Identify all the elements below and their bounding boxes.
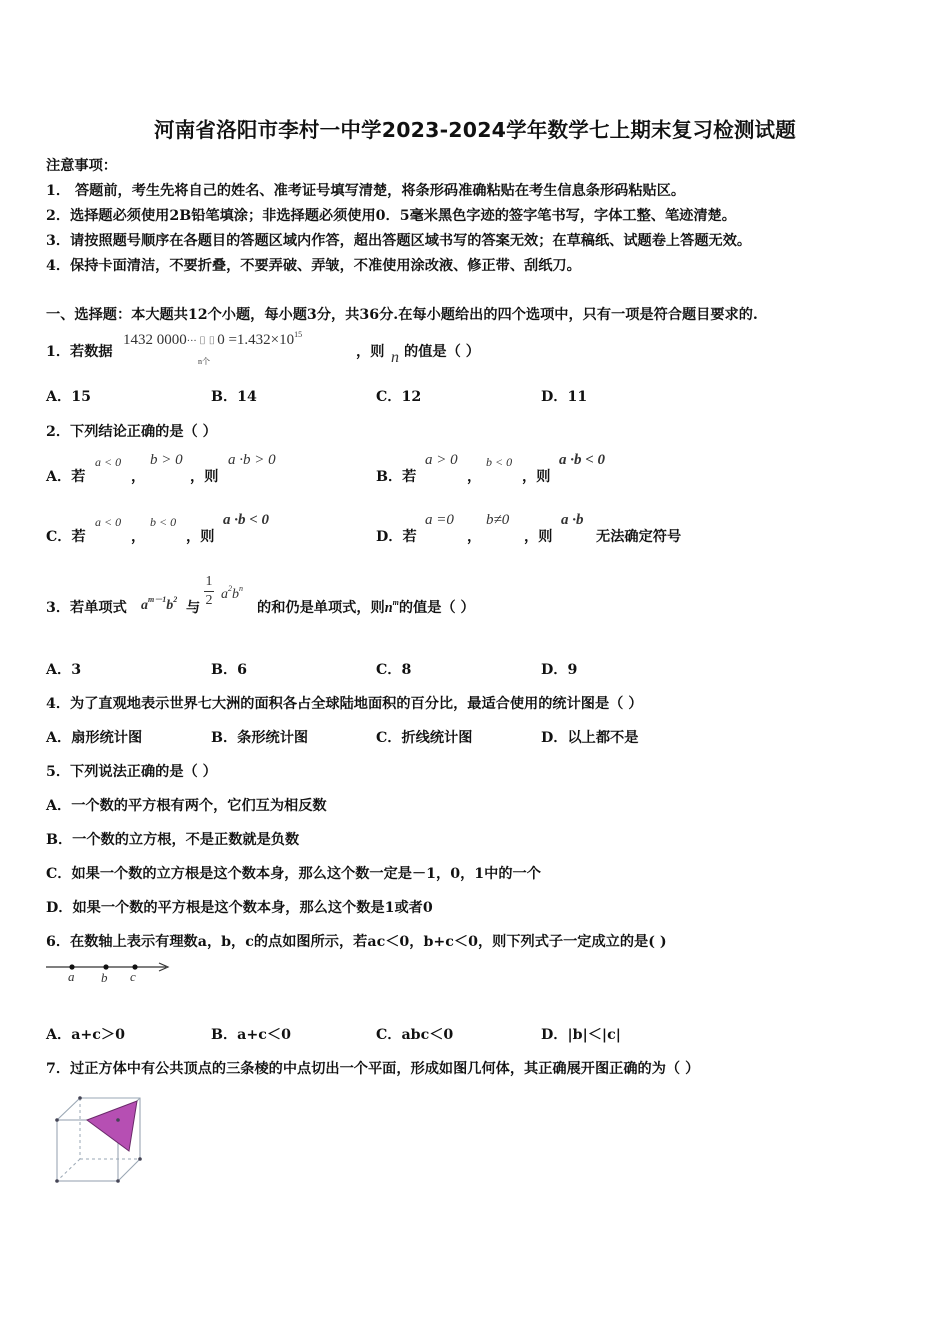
option-a: A．a+c＞0: [46, 1027, 125, 1043]
notice-item: 1． 答题前，考生先将自己的姓名、准考证号填写清楚，将条形码准确粘贴在考生信息条形码粘贴区。: [46, 183, 686, 199]
q3-nm-sup: m: [392, 598, 399, 607]
q2d-result: a ·b: [561, 512, 584, 528]
page-title: 河南省洛阳市李村一中学2023-2024学年数学七上期末复习检测试题: [154, 118, 796, 142]
number-line: [44, 958, 174, 984]
q5-stem: 5．下列说法正确的是（ ）: [46, 764, 217, 780]
q2d-cond1: a =0: [425, 512, 454, 528]
option-c: C．abc＜0: [376, 1027, 454, 1043]
q2c-cond1: a < 0: [95, 515, 122, 529]
q2b-cond2: b < 0: [486, 455, 513, 469]
q2d-tail: 无法确定符号: [596, 529, 682, 545]
option-a: A．扇形统计图: [46, 730, 143, 746]
option-b: B．条形统计图: [211, 730, 309, 746]
option-d: D．如果一个数的平方根是这个数本身，那么这个数是1或者0: [46, 900, 433, 916]
option-a: A．3: [46, 662, 82, 678]
q3-frac-num: 1: [205, 574, 213, 589]
q3-prefix: 3．若单项式: [46, 600, 127, 616]
q3-m2-sup: 2: [228, 584, 232, 593]
option-b: B．一个数的立方根，不是正数就是负数: [46, 832, 300, 848]
point-label-c: c: [130, 969, 136, 984]
option-d: D．|b|＜|c|: [541, 1027, 621, 1043]
notice-item: 2．选择题必须使用2B铅笔填涂；非选择题必须使用0．5毫米黑色字迹的签字笔书写，字体工整、笔迹清楚。: [46, 208, 736, 224]
q2d-cond2: b≠0: [486, 512, 510, 528]
q2b-result: a ·b < 0: [559, 452, 606, 468]
q1-suffix: 的值是（ ）: [404, 344, 480, 360]
cube-figure: [50, 1095, 150, 1187]
option-d: D．11: [541, 389, 588, 405]
option-c: C．8: [376, 662, 412, 678]
q2a-then: ，则: [190, 469, 219, 485]
q2a-label: A．若: [46, 469, 86, 485]
q2c-then: ，则: [186, 529, 215, 545]
q2d-then: ，则: [524, 529, 553, 545]
point-label-a: a: [68, 969, 75, 984]
q2-stem: 2．下列结论正确的是（ ）: [46, 424, 217, 440]
q3-m2-bsup: n: [239, 584, 243, 593]
q2c-cond2: b < 0: [150, 515, 177, 529]
notice-heading: 注意事项：: [46, 158, 117, 174]
q1-formula-main: 1432 0000: [123, 332, 187, 348]
q3-m1-bsup: 2: [173, 595, 178, 604]
q2b-then: ，则: [522, 469, 551, 485]
q3-m1-a: a: [141, 598, 148, 613]
q3-monomial-2: [221, 584, 243, 603]
q1-formula-tail: 0 =1.432×10: [217, 332, 295, 348]
q1-var: n: [391, 349, 399, 366]
option-b: B．14: [211, 389, 257, 405]
option-b: B．6: [211, 662, 248, 678]
q3-frac-den: 2: [205, 593, 213, 608]
point-b: [103, 964, 108, 969]
q7-stem: 7．过正方体中有公共顶点的三条棱的中点切出一个平面，形成如图几何体，其正确展开图正确的为（ ）: [46, 1061, 700, 1077]
q3-suffix-text: 的和仍是单项式，则: [257, 600, 385, 616]
option-a: A．一个数的平方根有两个，它们互为相反数: [46, 798, 327, 814]
section-heading: 一、选择题：本大题共12个小题，每小题3分，共36分.在每小题给出的四个选项中，只有一项是符合题目要求的.: [46, 307, 758, 323]
q2a-result: a ·b > 0: [228, 452, 276, 468]
q2b-label: B．若: [376, 469, 417, 485]
q3-nm: n: [384, 600, 393, 616]
q3-suffix2: 的值是（ ）: [398, 600, 475, 616]
q2c-result: a ·b < 0: [223, 512, 270, 528]
q6-stem: 6．在数轴上表示有理数a，b，c的点如图所示，若ac＜0，b+c＜0，则下列式子一定成立的是( ): [46, 934, 667, 950]
option-b: B．a+c＜0: [211, 1027, 291, 1043]
q2a-cond1: a < 0: [95, 455, 122, 469]
q3-m2-a: a: [221, 587, 228, 602]
option-c: C．折线统计图: [376, 730, 473, 746]
q3-with: 与: [186, 600, 201, 616]
option-c: C．12: [376, 389, 422, 405]
option-d: D．以上都不是: [541, 730, 639, 746]
q1-formula-exp: 15: [294, 330, 303, 339]
q2d-label: D．若: [376, 529, 417, 545]
q2a-cond2: b > 0: [150, 452, 183, 468]
q3-suffix: [257, 597, 475, 617]
q3-monomial-1: [141, 594, 177, 614]
notice-item: 4．保持卡面清洁，不要折叠，不要弄破、弄皱，不准使用涂改液、修正带、刮纸刀。: [46, 258, 581, 274]
q3-m1-sup: m－1: [148, 595, 167, 604]
q1-prefix: 1．若数据: [46, 344, 113, 360]
option-a: A．15: [46, 389, 91, 405]
q1-formula-dots: ···: [186, 336, 200, 347]
notice-item: 3．请按照题号顺序在各题目的答题区域内作答，超出答题区域书写的答案无效；在草稿纸、试题卷上答题无效。: [46, 233, 752, 249]
q1-formula-under: n个: [198, 357, 210, 366]
q2b-cond1: a > 0: [425, 452, 458, 468]
q4-stem: 4．为了直观地表示世界七大洲的面积各占全球陆地面积的百分比，最适合使用的统计图是（ ）: [46, 696, 643, 712]
option-c: C．如果一个数的立方根是这个数本身，那么这个数一定是－1，0，1中的一个: [46, 866, 541, 882]
point-label-b: b: [101, 970, 108, 984]
q3-fraction: [204, 575, 214, 608]
q1-mid: ，则: [356, 344, 385, 360]
q2c-label: C．若: [46, 529, 86, 545]
q1-formula: 1432 0000··· ⌷ ⌷ $0 =1.432\times 10^{15}$: [123, 330, 303, 348]
q3-m2-b: b: [232, 587, 239, 602]
q3-m1-b: b: [166, 598, 174, 613]
option-d: D．9: [541, 662, 578, 678]
